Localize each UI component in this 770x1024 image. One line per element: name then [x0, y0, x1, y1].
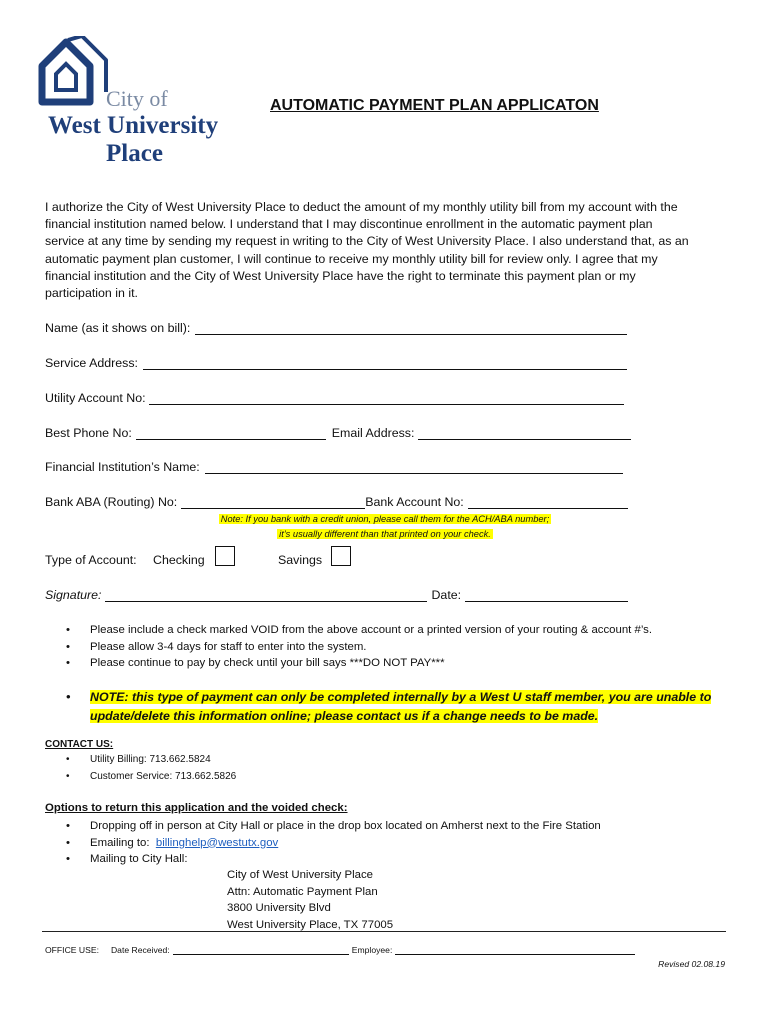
savings-checkbox[interactable] — [331, 546, 351, 566]
date-label: Date: — [431, 588, 462, 602]
credit-union-note — [0, 512, 770, 542]
type-of-account-label: Type of Account: — [45, 553, 137, 567]
list-item — [45, 851, 735, 868]
logo-line2: West University — [48, 112, 219, 139]
office-use-row — [45, 945, 635, 955]
mail-option-label: Mailing to City Hall: — [90, 853, 188, 865]
contact-list — [45, 752, 236, 785]
logo-line1: City of — [106, 86, 168, 111]
note-line2: it’s usually different than that printed on your check. — [279, 529, 491, 539]
employee-label: Employee: — [351, 945, 393, 955]
intro-line: participation in it. — [45, 286, 138, 301]
bank-account-label: Bank Account No: — [365, 495, 464, 509]
financial-institution-label: Financial Institution’s Name: — [45, 460, 200, 474]
intro-line: automatic payment plan customer, I will continue to receive my monthly utility bill for review only. I agree that my — [45, 251, 658, 266]
utility-account-row — [45, 391, 624, 405]
checking-label: Checking — [153, 553, 205, 567]
house-logo-icon — [38, 36, 114, 106]
name-field-row — [45, 321, 627, 335]
signature-label: Signature: — [45, 588, 102, 602]
intro-line: financial institution and the City of West University Place have the right to terminate this payment plan or my — [45, 268, 636, 283]
address-line: West University Place, TX 77005 — [227, 918, 394, 931]
address-line: City of West University Place — [227, 869, 374, 881]
intro-line: I authorize the City of West University Place to deduct the amount of my monthly utility bill from my account with the — [45, 200, 678, 214]
list-item — [45, 688, 735, 726]
options-list — [45, 818, 735, 868]
employee-input[interactable] — [395, 945, 635, 955]
list-item: • Customer Service: 713.662.5826 — [45, 769, 236, 786]
revised-date: Revised 02.08.19 — [658, 959, 725, 969]
email-link[interactable]: billinghelp@westutx.gov — [155, 836, 279, 849]
name-input[interactable] — [195, 321, 627, 335]
divider — [42, 931, 726, 932]
savings-label: Savings — [278, 553, 323, 567]
instructions-list — [45, 622, 735, 672]
list-item: • Dropping off in person at City Hall or place in the drop box located on Amherst next to the Fire Station — [45, 818, 735, 835]
date-received-input[interactable] — [173, 945, 349, 955]
office-use-label: OFFICE USE: — [45, 945, 99, 955]
email-input[interactable] — [418, 426, 631, 440]
contact-heading: CONTACT US: — [45, 739, 114, 750]
name-label: Name (as it shows on bill): — [45, 321, 191, 335]
intro-line: financial institution named below. I understand that I may discontinue enrollment in the automatic payment plan — [45, 217, 653, 232]
address-line: 3800 University Blvd — [227, 902, 331, 914]
page-title: AUTOMATIC PAYMENT PLAN APPLICATON — [270, 97, 599, 114]
logo-line3: Place — [106, 140, 163, 167]
email-option-label: Emailing to: — [90, 836, 150, 849]
bank-numbers-row — [45, 495, 628, 509]
financial-institution-row — [45, 460, 623, 474]
best-phone-input[interactable] — [136, 426, 326, 440]
address-line: Attn: Automatic Payment Plan — [227, 885, 378, 898]
utility-account-label: Utility Account No: — [45, 391, 146, 405]
phone-email-row — [45, 426, 631, 440]
best-phone-label: Best Phone No: — [45, 426, 132, 440]
email-label: Email Address: — [331, 426, 415, 440]
city-hall-address — [227, 867, 393, 933]
list-item: • Please allow 3-4 days for staff to enter into the system. — [45, 639, 735, 656]
list-item: • Please continue to pay by check until your bill says ***DO NOT PAY*** — [45, 655, 735, 672]
list-item: • Utility Billing: 713.662.5824 — [45, 752, 236, 769]
authorization-paragraph — [45, 199, 725, 302]
date-received-label: Date Received: — [110, 945, 170, 955]
service-address-input[interactable] — [143, 356, 627, 370]
bank-account-input[interactable] — [468, 495, 628, 509]
options-heading: Options to return this application and the voided check: — [45, 802, 348, 814]
intro-line: service at any time by sending my request in writing to the City of West University Place. I also understand that, as an — [45, 234, 689, 249]
utility-account-input[interactable] — [149, 391, 624, 405]
important-note: NOTE: this type of payment can only be completed internally by a West U staff member, you are unable to update/delete this information online; please contact us if a change needs to be made. — [90, 690, 712, 723]
signature-input[interactable] — [105, 588, 427, 602]
service-address-row — [45, 356, 627, 370]
date-input[interactable] — [465, 588, 628, 602]
bank-aba-label: Bank ABA (Routing) No: — [45, 495, 178, 509]
signature-row — [45, 588, 628, 602]
important-note-list — [45, 688, 735, 726]
note-line1: Note: If you bank with a credit union, please call them for the ACH/ABA number; — [220, 514, 550, 524]
bank-aba-input[interactable] — [181, 495, 365, 509]
list-item — [45, 835, 735, 852]
service-address-label: Service Address: — [45, 356, 138, 370]
financial-institution-input[interactable] — [205, 460, 623, 474]
checking-checkbox[interactable] — [215, 546, 235, 566]
list-item: • Please include a check marked VOID from the above account or a printed version of your routing & account #’s. — [45, 622, 735, 639]
